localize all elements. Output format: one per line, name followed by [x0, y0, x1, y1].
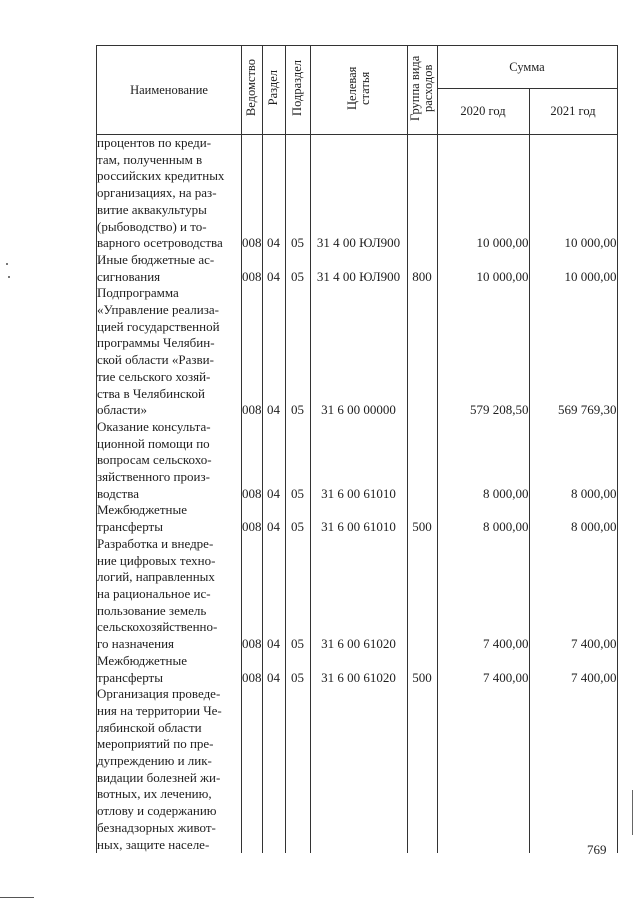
- table-row: [97, 135, 618, 252]
- cell-name: [97, 502, 242, 535]
- cell-razdel: 04: [262, 135, 285, 252]
- name-line: Межбюджетные: [97, 502, 187, 518]
- name-line: на рациональное ис-: [97, 585, 211, 601]
- cell-name: [97, 252, 242, 285]
- name-line: го назначения: [97, 636, 175, 652]
- name-line: трансферты: [97, 669, 163, 685]
- name-line: дупреждению и лик-: [97, 753, 212, 769]
- cell-name: [97, 653, 242, 686]
- scan-dot: [8, 276, 10, 278]
- scan-edge-mark: [0, 897, 34, 898]
- name-line: трансферты: [97, 519, 163, 535]
- cell-gruppa-rashodov: [407, 536, 437, 653]
- cell-tselevaya-statya: 31 4 00 ЮЛ900: [310, 252, 407, 285]
- table-row: [97, 419, 618, 503]
- cell-vedomstvo: [242, 686, 263, 853]
- header-razdel: Раздел: [262, 46, 285, 135]
- cell-tselevaya-statya: 31 6 00 61020: [310, 653, 407, 686]
- header-gruppa-rashodov: Группа вида расходов: [407, 46, 437, 135]
- cell-sum-2021: [529, 686, 617, 853]
- name-line: лябинской области: [97, 719, 202, 735]
- name-line: вопросам сельскохо-: [97, 452, 212, 468]
- cell-tselevaya-statya: 31 6 00 00000: [310, 285, 407, 419]
- header-year-2020: 2020 год: [437, 89, 529, 135]
- cell-tselevaya-statya: 31 6 00 61010: [310, 419, 407, 503]
- name-line: Организация проведе-: [97, 686, 221, 702]
- name-line: сигнования: [97, 268, 161, 284]
- cell-gruppa-rashodov: [407, 285, 437, 419]
- name-line: логий, направленных: [97, 569, 215, 585]
- cell-podrazdel: 05: [285, 285, 310, 419]
- name-line: российских кредитных: [97, 168, 225, 184]
- cell-name: [97, 135, 242, 252]
- name-line: зяйственного произ-: [97, 469, 210, 485]
- cell-gruppa-rashodov: [407, 686, 437, 853]
- cell-sum-2021: 7 400,00: [529, 536, 617, 653]
- cell-sum-2021: 7 400,00: [529, 653, 617, 686]
- cell-vedomstvo: 008: [242, 252, 263, 285]
- cell-sum-2021: 10 000,00: [529, 252, 617, 285]
- cell-razdel: 04: [262, 502, 285, 535]
- name-line: Иные бюджетные ас-: [97, 251, 215, 267]
- cell-name: [97, 536, 242, 653]
- cell-sum-2020: 579 208,50: [437, 285, 529, 419]
- name-line: ской области «Разви-: [97, 352, 214, 368]
- table-row: [97, 285, 618, 419]
- name-line: процентов по креди-: [97, 135, 212, 150]
- name-line: Оказание консульта-: [97, 418, 211, 434]
- table-row: [97, 252, 618, 285]
- scan-edge-line: [632, 790, 633, 835]
- name-line: ства в Челябинской: [97, 385, 205, 401]
- cell-podrazdel: [285, 686, 310, 853]
- name-line: Разработка и внедре-: [97, 535, 214, 551]
- cell-gruppa-rashodov: 800: [407, 252, 437, 285]
- cell-vedomstvo: 008: [242, 419, 263, 503]
- cell-podrazdel: 05: [285, 653, 310, 686]
- name-line: безнадзорных живот-: [97, 819, 216, 835]
- header-summa: Сумма: [437, 46, 617, 89]
- cell-vedomstvo: 008: [242, 653, 263, 686]
- name-line: водства: [97, 485, 139, 501]
- cell-razdel: 04: [262, 536, 285, 653]
- name-line: вотных, их лечению,: [97, 786, 212, 802]
- header-year-2021: 2021 год: [529, 89, 617, 135]
- name-line: витие аквакультуры: [97, 201, 207, 217]
- cell-podrazdel: 05: [285, 536, 310, 653]
- cell-name: [97, 419, 242, 503]
- name-line: мероприятий по пре-: [97, 736, 214, 752]
- cell-gruppa-rashodov: [407, 135, 437, 252]
- name-line: сельскохозяйственно-: [97, 619, 218, 635]
- header-podrazdel: Подраздел: [285, 46, 310, 135]
- table-row: [97, 536, 618, 653]
- page-number: 769: [587, 842, 607, 857]
- cell-tselevaya-statya: [310, 686, 407, 853]
- cell-vedomstvo: 008: [242, 536, 263, 653]
- header-tselevaya-statya: Целевая статья: [310, 46, 407, 135]
- cell-name: [97, 686, 242, 853]
- cell-sum-2020: 7 400,00: [437, 653, 529, 686]
- name-line: Подпрограмма: [97, 285, 179, 301]
- cell-sum-2020: 8 000,00: [437, 419, 529, 503]
- cell-gruppa-rashodov: 500: [407, 653, 437, 686]
- name-line: ния на территории Че-: [97, 702, 222, 718]
- name-line: Межбюджетные: [97, 652, 187, 668]
- header-vedomstvo: Ведомство: [242, 46, 263, 135]
- scan-dot: [6, 263, 8, 265]
- budget-table: [96, 45, 618, 853]
- name-line: видации болезней жи-: [97, 769, 221, 785]
- cell-podrazdel: 05: [285, 419, 310, 503]
- name-line: области»: [97, 402, 147, 418]
- cell-razdel: 04: [262, 252, 285, 285]
- name-line: пользование земель: [97, 602, 207, 618]
- name-line: ных, защите населе-: [97, 836, 210, 852]
- cell-gruppa-rashodov: 500: [407, 502, 437, 535]
- cell-sum-2020: 10 000,00: [437, 252, 529, 285]
- cell-tselevaya-statya: 31 4 00 ЮЛ900: [310, 135, 407, 252]
- cell-podrazdel: 05: [285, 135, 310, 252]
- cell-sum-2020: 10 000,00: [437, 135, 529, 252]
- header-name: Наименование: [97, 46, 242, 135]
- cell-sum-2021: 8 000,00: [529, 502, 617, 535]
- name-line: «Управление реализа-: [97, 302, 219, 318]
- cell-podrazdel: 05: [285, 502, 310, 535]
- name-line: варного осетроводства: [97, 235, 223, 251]
- name-line: отлову и содержанию: [97, 803, 217, 819]
- name-line: (рыбоводство) и то-: [97, 218, 207, 234]
- cell-sum-2020: 7 400,00: [437, 536, 529, 653]
- name-line: цией государственной: [97, 318, 220, 334]
- cell-razdel: 04: [262, 419, 285, 503]
- name-line: программы Челябин-: [97, 335, 215, 351]
- cell-vedomstvo: 008: [242, 502, 263, 535]
- cell-razdel: 04: [262, 653, 285, 686]
- cell-razdel: 04: [262, 285, 285, 419]
- table-row: [97, 686, 618, 853]
- cell-sum-2021: 10 000,00: [529, 135, 617, 252]
- name-line: там, полученным в: [97, 151, 203, 167]
- cell-sum-2020: 8 000,00: [437, 502, 529, 535]
- cell-tselevaya-statya: 31 6 00 61010: [310, 502, 407, 535]
- cell-sum-2020: [437, 686, 529, 853]
- table-body: [97, 135, 618, 854]
- cell-podrazdel: 05: [285, 252, 310, 285]
- name-line: ние цифровых техно-: [97, 552, 216, 568]
- cell-tselevaya-statya: 31 6 00 61020: [310, 536, 407, 653]
- table-row: [97, 653, 618, 686]
- cell-name: [97, 285, 242, 419]
- name-line: организациях, на раз-: [97, 185, 217, 201]
- cell-gruppa-rashodov: [407, 419, 437, 503]
- name-line: ционной помощи по: [97, 435, 210, 451]
- cell-vedomstvo: 008: [242, 285, 263, 419]
- cell-sum-2021: 569 769,30: [529, 285, 617, 419]
- table-row: [97, 502, 618, 535]
- cell-vedomstvo: 008: [242, 135, 263, 252]
- name-line: тие сельского хозяй-: [97, 368, 211, 384]
- cell-razdel: [262, 686, 285, 853]
- cell-sum-2021: 8 000,00: [529, 419, 617, 503]
